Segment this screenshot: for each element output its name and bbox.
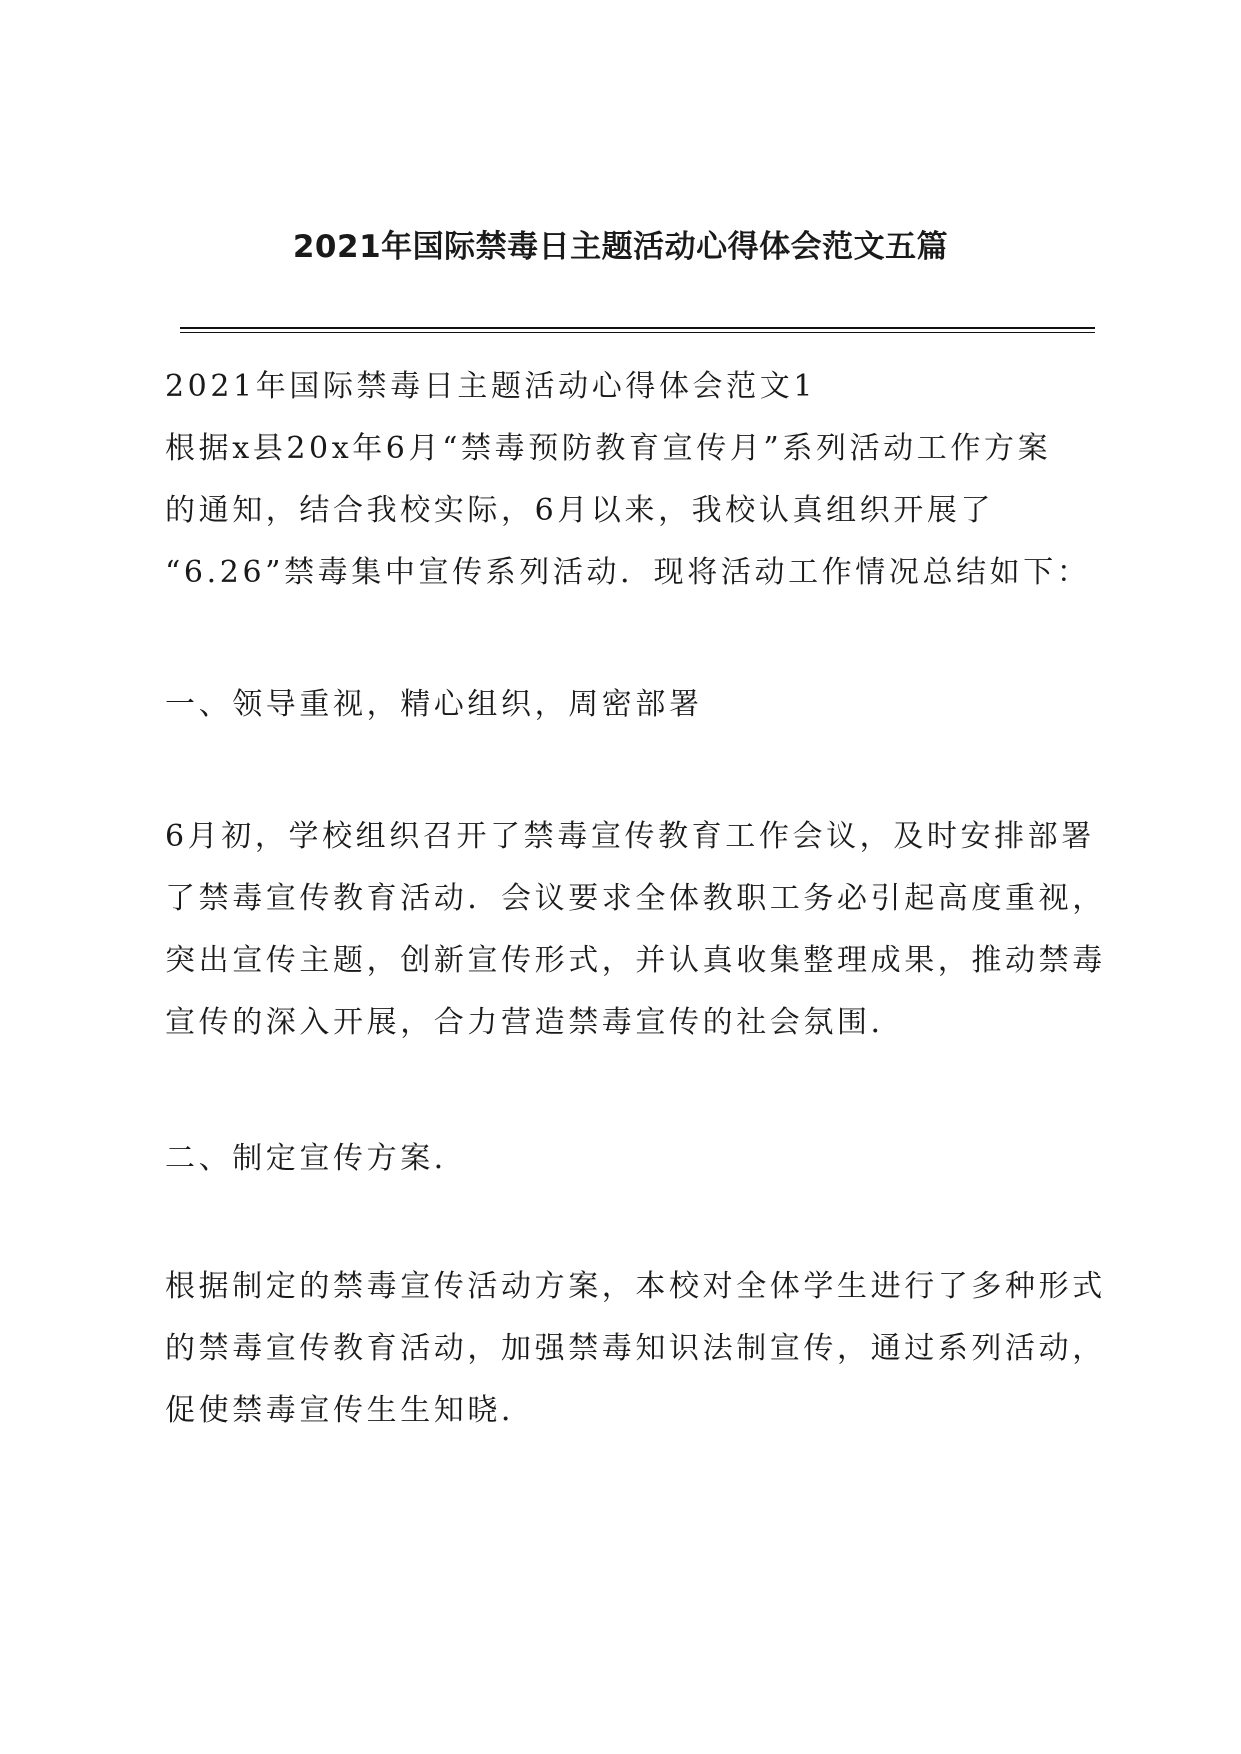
title-divider-bottom — [180, 332, 1095, 333]
intro-line: “6.26”禁毒集中宣传系列活动．现将活动工作情况总结如下： — [165, 555, 1091, 590]
section-1-heading — [165, 674, 1095, 736]
body-line: 宣传的深入开展，合力营造禁毒宣传的社会氛围． — [165, 1005, 905, 1040]
body-line: 了禁毒宣传教育活动．会议要求全体教职工务必引起高度重视， — [165, 881, 1106, 916]
document-title: 2021年国际禁毒日主题活动心得体会范文五篇 — [292, 229, 949, 265]
section-heading-text: 二、制定宣传方案． — [165, 1141, 468, 1176]
section-1-paragraph — [165, 806, 1106, 1054]
intro-line: 根据x县20x年6月“禁毒预防教育宣传月”系列活动工作方案 — [165, 431, 1052, 466]
body-line: 根据制定的禁毒宣传活动方案，本校对全体学生进行了多种形式 — [165, 1269, 1106, 1304]
section-2-heading — [165, 1128, 1095, 1190]
intro-paragraph — [165, 418, 1095, 604]
body-line: 促使禁毒宣传生生知晓． — [165, 1393, 535, 1428]
title-divider-top — [180, 327, 1095, 329]
body-line: 6月初，学校组织召开了禁毒宣传教育工作会议，及时安排部署 — [165, 819, 1095, 854]
section-heading-text: 一、领导重视，精心组织，周密部署 — [165, 687, 703, 722]
subtitle-line: 2021年国际禁毒日主题活动心得体会范文1 — [165, 369, 817, 404]
section-2-paragraph — [165, 1256, 1106, 1442]
document-subtitle — [165, 356, 1095, 418]
intro-line: 的通知，结合我校实际，6月以来，我校认真组织开展了 — [165, 493, 995, 528]
body-line: 突出宣传主题，创新宣传形式，并认真收集整理成果，推动禁毒 — [165, 943, 1106, 978]
body-line: 的禁毒宣传教育活动，加强禁毒知识法制宣传，通过系列活动， — [165, 1331, 1106, 1366]
